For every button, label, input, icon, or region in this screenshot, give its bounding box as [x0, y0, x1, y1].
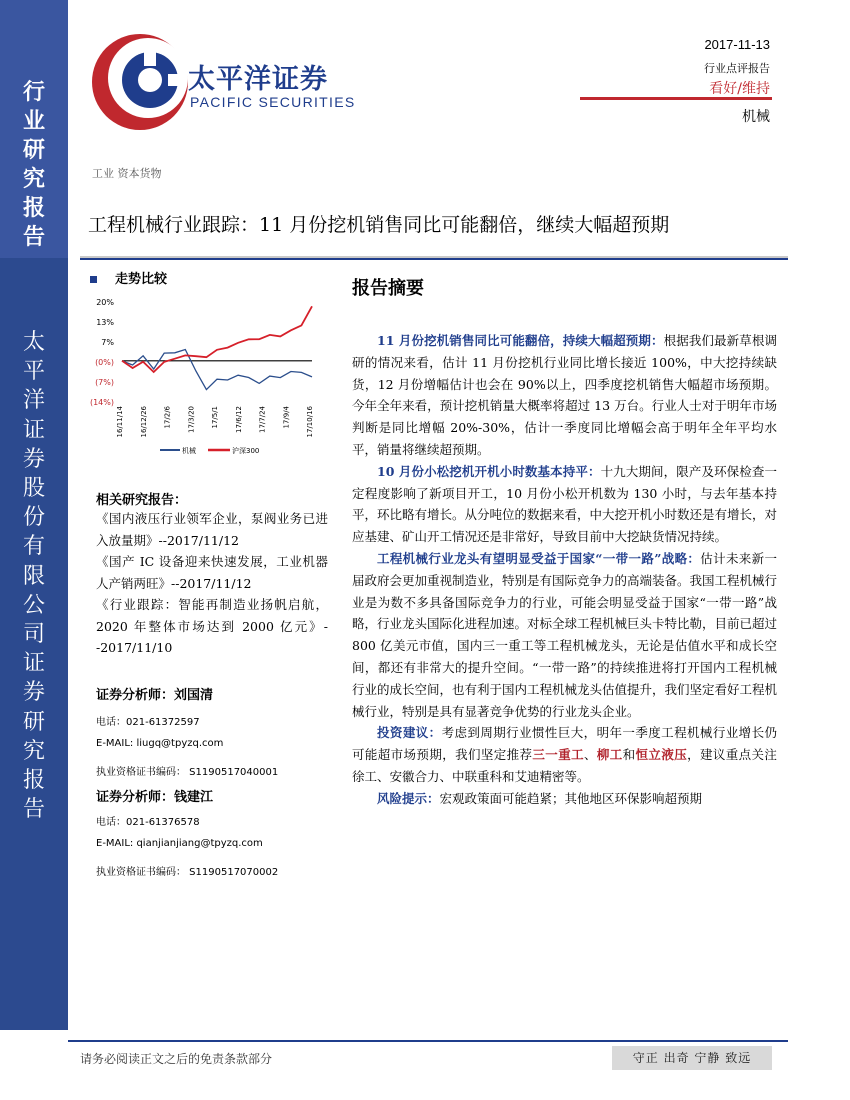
sidebar-top-char: 业: [22, 108, 45, 134]
analyst-email[interactable]: E-MAIL: qianjianjiang@tpyzq.com: [96, 838, 263, 849]
y-tick-label: (7%): [95, 378, 114, 387]
sidebar-bottom-char: 公: [22, 592, 45, 618]
paragraph-body: 根据我们最新草根调研的情况来看，估计 11 月份挖机行业同比增长接近 100%，中大挖持续缺货，12 月份增幅估计也会在 90%以上，四季度挖机销售大幅超市场预期。今年全年来看，预计挖机销量大概率将超过 13 万台。行业人士对于明年市场判断是同比增幅 20%-30%，估计一季度同比增幅会高于明年全年平均水平，销量将继续超预期。: [352, 333, 777, 457]
abstract-paragraph: [352, 461, 777, 548]
legend-label: 沪深300: [232, 447, 260, 455]
analyst-email[interactable]: E-MAIL: liugq@tpyzq.com: [96, 738, 224, 749]
abstract-paragraph: [352, 722, 777, 787]
abstract-paragraph: [352, 548, 777, 722]
header-divider: [580, 97, 772, 100]
separator: 、: [583, 747, 597, 763]
sidebar-bottom-char: 证: [22, 651, 45, 677]
paragraph-body: 十九大期间，限产及环保检查一定程度影响了新项目开工，10 月份小松开机数为 130 小时，与去年基本持平，环比略有增长。从分吨位的数据来看，中大挖开机小时数还是有增长，对应基建、矿山开工情况还是非常好，导致目前中大挖缺货情况持续。: [352, 463, 778, 545]
paragraph-lead: 风险提示：: [377, 790, 440, 806]
stock-name: 恒立液压: [635, 747, 688, 763]
y-tick-label: 7%: [101, 338, 114, 347]
x-tick-label: 17/9/4: [282, 406, 291, 429]
sidebar-bottom-char: 研: [22, 709, 45, 735]
x-tick-label: 17/7/24: [258, 406, 267, 433]
sidebar-bottom-char: 告: [22, 797, 45, 823]
abstract-body: [352, 330, 777, 810]
paragraph-lead: 10 月份小松挖机开机小时数基本持平：: [377, 463, 601, 479]
trend-chart: [80, 290, 320, 455]
sidebar-top-char: 行: [22, 79, 45, 105]
x-tick-label: 17/5/1: [211, 406, 219, 429]
page-title: 工程机械行业跟踪：11 月份挖机销售同比可能翻倍，继续大幅超预期: [88, 214, 670, 236]
analyst-cert: 执业资格证书编码： S1190517070002: [96, 867, 279, 878]
paragraph-lead: 投资建议：: [377, 725, 442, 741]
sidebar-bottom-char: 证: [22, 417, 45, 443]
separator: 和: [622, 747, 636, 763]
paragraph-body: 考虑到周期行业惯性巨大，明年一季度工程机械行业增长仍可能超市场预期，我们坚定推荐: [352, 725, 777, 763]
paragraph-body: 估计未来新一届政府会更加重视制造业，特别是有国际竞争力的高端装备。我国工程机械行业是为数不多具备国际竞争力的行业，可能会明显受益于国家“一带一路”战略，行业龙头国际化进程加速。对标全球工程机械巨头卡特比勒，目前已超过 800 亿美元市值，国内三一重工等工程机械龙头，无论是估值水平和成长空间，都还有非常大的提升空间。“一带一路”的持续推进将打开国内工程机械行业的成长空间，也有利于国内工程机械龙头估值提升，我们坚定看好工程机械行业，特别是具有显著竞争优势的行业龙头企业。: [352, 550, 778, 719]
y-tick-label: 13%: [96, 318, 114, 327]
stock-name: 柳工: [596, 747, 623, 763]
trend-heading: [90, 268, 167, 287]
analyst-heading: 证券分析师：钱建江: [96, 790, 214, 805]
sidebar-bottom-char: 报: [22, 768, 45, 794]
title-divider: [80, 256, 788, 260]
x-tick-label: 17/6/12: [234, 406, 243, 433]
abstract-paragraph: [352, 788, 777, 810]
sidebar-bottom-char: 洋: [22, 388, 45, 414]
series-line-hs300: [122, 306, 312, 372]
sidebar-bottom-char: 股: [22, 476, 45, 502]
rating: 看好/维持: [709, 81, 770, 97]
sidebar-bottom-label: [0, 328, 68, 824]
related-item[interactable]: 《国内液压行业领军企业，泵阀业务已进入放量期》--2017/11/12: [96, 511, 328, 548]
analyst-cert: 执业资格证书编码： S1190517040001: [96, 767, 279, 778]
sidebar-bottom-char: 券: [22, 680, 45, 706]
paragraph-lead: 11 月份挖机销售同比可能翻倍，持续大幅超预期：: [377, 333, 664, 348]
sidebar-top-label: [0, 78, 68, 252]
report-date: 2017-11-13: [704, 37, 770, 52]
sidebar-bottom-char: 平: [22, 359, 45, 385]
footer-divider: [68, 1040, 788, 1042]
related-item[interactable]: 《行业跟踪：智能再制造业扬帆启航，2020 年整体市场达到 2000 亿元》--2017/11/10: [96, 597, 328, 655]
trend-heading-text: 走势比较: [115, 272, 168, 287]
analyst-phone: 电话：021-61376578: [96, 817, 200, 828]
sector: 机械: [742, 109, 770, 125]
logo-chinese-name: 太平洋证券: [188, 64, 328, 95]
x-tick-label: 16/11/14: [116, 406, 124, 438]
paragraph-lead: 工程机械行业龙头有望明显受益于国家“一带一路”战略：: [377, 550, 701, 566]
logo-english-name: PACIFIC SECURITIES: [190, 94, 356, 110]
sidebar-bottom-char: 究: [22, 738, 45, 764]
sidebar-top-char: 报: [22, 195, 45, 221]
breadcrumb: 工业 资本货物: [92, 167, 162, 180]
sidebar-bottom-char: 有: [22, 534, 45, 560]
sidebar-bottom-char: 券: [22, 446, 45, 472]
y-tick-label: 20%: [96, 298, 114, 307]
analyst-phone: 电话：021-61372597: [96, 717, 200, 728]
sidebar-top-char: 究: [22, 166, 45, 192]
bullet-square-icon: [90, 276, 97, 283]
sidebar-bottom-band: [0, 258, 68, 1030]
related-heading: 相关研究报告：: [96, 493, 188, 508]
x-tick-label: 17/2/6: [163, 406, 172, 429]
x-tick-label: 17/10/16: [306, 406, 314, 438]
x-tick-label: 17/3/20: [187, 406, 196, 433]
sidebar-bottom-char: 份: [22, 505, 45, 531]
y-tick-label: (14%): [89, 398, 114, 407]
x-tick-label: 16/12/26: [139, 406, 148, 438]
y-tick-label: (0%): [95, 358, 114, 367]
paragraph-body: ，建议重点关注徐工、安徽合力、中联重科和艾迪精密等。: [352, 747, 777, 784]
abstract-heading: 报告摘要: [352, 278, 424, 299]
sidebar-top-char: 研: [22, 137, 45, 163]
sidebar-bottom-char: 限: [22, 563, 45, 589]
sidebar-bottom-char: 司: [22, 622, 45, 648]
sidebar-top-char: 告: [22, 224, 45, 250]
related-item[interactable]: 《国产 IC 设备迎来快速发展，工业机器人产销两旺》--2017/11/12: [96, 554, 328, 591]
legend-label: 机械: [182, 447, 196, 455]
footer-motto: 守正 出奇 宁静 致远: [612, 1046, 772, 1070]
report-type: 行业点评报告: [704, 62, 770, 75]
analyst-heading: 证券分析师：刘国清: [96, 688, 214, 703]
sidebar-top-band: [0, 0, 68, 258]
sidebar-bottom-char: 太: [22, 330, 45, 355]
paragraph-body: 宏观政策面可能趋紧；其他地区环保影响超预期: [439, 790, 703, 806]
footer-disclaimer[interactable]: 请务必阅读正文之后的免责条款部分: [80, 1052, 273, 1066]
stock-name: 三一重工: [532, 747, 584, 763]
abstract-paragraph: [352, 330, 777, 461]
related-list: [96, 508, 328, 659]
